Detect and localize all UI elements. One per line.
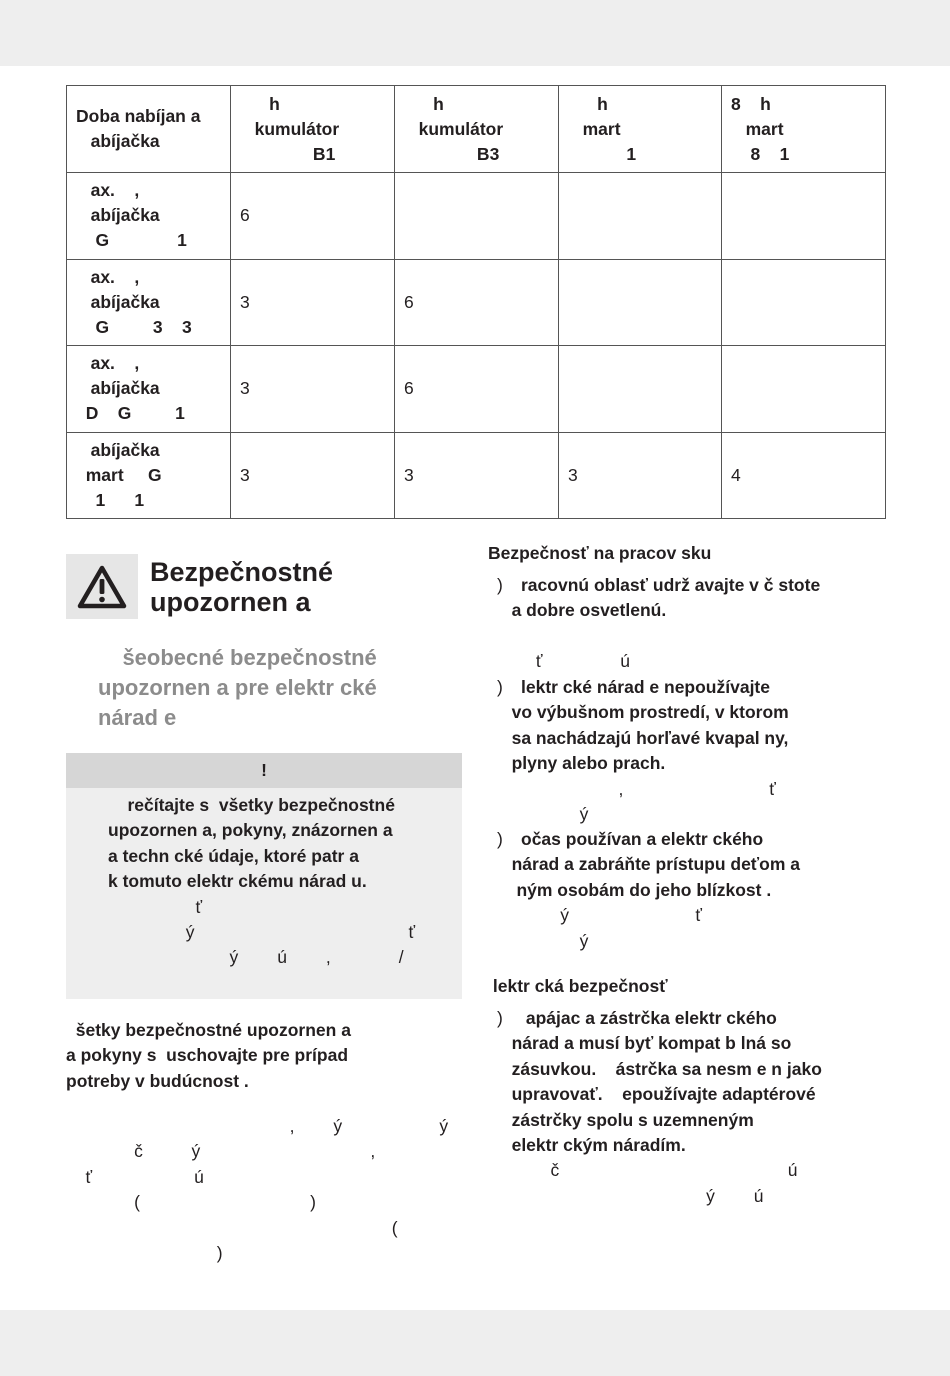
table-header-cell: 8 h mart 8 1 <box>722 86 886 173</box>
table-cell <box>722 173 886 260</box>
list-item <box>497 675 789 827</box>
table-row <box>67 173 886 260</box>
table-header-cell: Doba nabíjan a abíjačka <box>67 86 231 173</box>
item-marker: ) <box>497 575 503 595</box>
table-cell <box>395 173 559 260</box>
callout-caption: ! <box>66 753 462 788</box>
table-header-cell: h kumulátor B3 <box>395 86 559 173</box>
table-row-label: ax. , abíjačka G 3 3 <box>67 259 231 346</box>
bottom-band <box>0 1310 950 1376</box>
warning-icon-box <box>66 554 138 619</box>
item-bold-text: lektr cké nárad e nepoužívajte vo výbušnom prostredí, v ktorom sa nachádzajú horľavé kvapal ny, plyny alebo prach. <box>511 677 789 774</box>
table-row <box>67 259 886 346</box>
item-plain-text: č ú ý ú <box>550 1160 798 1206</box>
table-cell: 3 <box>395 432 559 519</box>
callout-bold-text: rečítajte s všetky bezpečnostné upozornen a, pokyny, znázornen a a techn cké údaje, ktoré patr a k tomuto elektr ckému nárad u. <box>108 795 395 892</box>
table-cell: 6 <box>395 346 559 433</box>
table-cell: 3 <box>231 259 395 346</box>
table-row <box>67 432 886 519</box>
callout-plain-text: ť ý ť ý ú , / <box>185 896 416 968</box>
work-area-heading: Bezpečnosť na pracov sku <box>488 543 712 563</box>
table-header-cell: h mart 1 <box>559 86 722 173</box>
table-cell <box>722 259 886 346</box>
table-cell <box>559 346 722 433</box>
table-cell: 6 <box>231 173 395 260</box>
table-cell <box>722 346 886 433</box>
item-plain-text: ý ť ý <box>560 905 702 951</box>
item-bold-text: očas používan a elektr ckého nárad a zabráňte prístupu deťom a ným osobám do jeho blízkost . <box>511 829 801 900</box>
list-item <box>497 827 800 954</box>
table-header-cell: h kumulátor B1 <box>231 86 395 173</box>
table-row-label: ax. , abíjačka G 1 <box>67 173 231 260</box>
table-cell: 3 <box>231 432 395 519</box>
list-item <box>497 573 820 675</box>
warning-callout <box>66 753 462 999</box>
table-cell: 4 <box>722 432 886 519</box>
item-bold-text: apájac a zástrčka elektr ckého nárad a musí byť kompat b lná so zásuvkou. ástrčka sa nesm e n jako upravovať. epoužívajte adaptérové zástrčky spolu s uzemneným elektr ckým náradím. <box>511 1008 822 1156</box>
item-bold-text: racovnú oblasť udrž avajte v č stote a dobre osvetlenú. <box>511 575 821 621</box>
item-marker: ) <box>497 1008 503 1028</box>
keep-instructions-paragraph: šetky bezpečnostné upozornen a a pokyny s uschovajte pre prípad potreby v budúcnost . <box>66 1020 351 1091</box>
table-cell: 6 <box>395 259 559 346</box>
electrical-safety-heading: lektr cká bezpečnosť <box>488 976 668 996</box>
table-row <box>67 346 886 433</box>
section-title: Bezpečnostné upozornen a <box>150 557 334 617</box>
item-plain-text: , ť ý <box>579 778 776 825</box>
definition-paragraph: , ý ý č ý , ť ú ( ) ( ) <box>85 1116 449 1264</box>
item-plain-text: ť ú <box>535 651 630 672</box>
top-band <box>0 0 950 66</box>
list-item <box>497 1006 822 1209</box>
table-row-label: abíjačka mart G 1 1 <box>67 432 231 519</box>
charging-time-table <box>66 85 886 519</box>
item-marker: ) <box>497 677 503 697</box>
table-row-label: ax. , abíjačka D G 1 <box>67 346 231 433</box>
table-cell: 3 <box>559 432 722 519</box>
table-cell <box>559 259 722 346</box>
item-marker: ) <box>497 829 503 849</box>
table-header-row <box>67 86 886 173</box>
section-subtitle: šeobecné bezpečnostné upozornen a pre elektr cké nárad e <box>98 645 377 730</box>
table-cell <box>559 173 722 260</box>
warning-triangle-icon <box>77 565 127 609</box>
callout-body <box>66 788 462 971</box>
table-cell: 3 <box>231 346 395 433</box>
